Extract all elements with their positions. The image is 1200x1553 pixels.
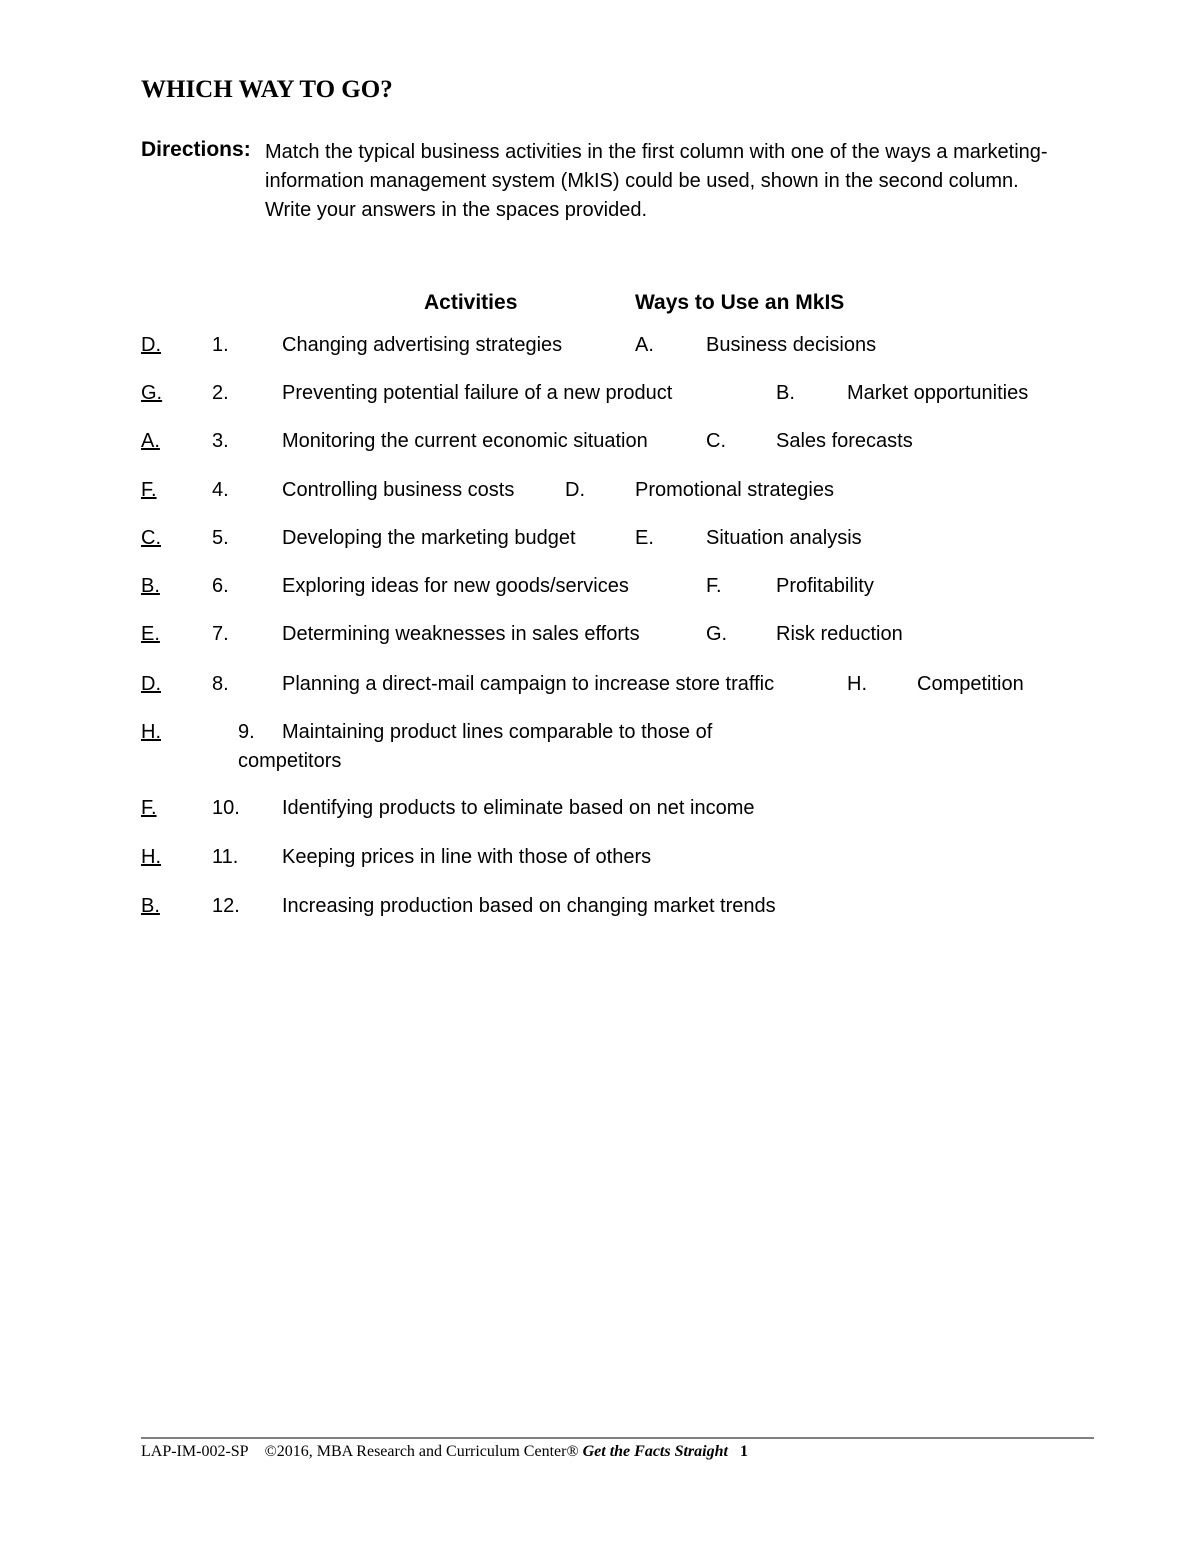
answer-blank: G.	[141, 382, 163, 404]
item-number: 5.	[212, 527, 229, 549]
answer-blank: A.	[141, 430, 160, 452]
page-title: WHICH WAY TO GO?	[141, 76, 393, 103]
answer-blank: C.	[141, 527, 161, 549]
activity-text: Maintaining product lines comparable to those of	[282, 721, 713, 743]
activity-text: Exploring ideas for new goods/services	[282, 575, 629, 597]
footer-code: LAP-IM-002-SP	[141, 1443, 249, 1460]
answer-blank: F.	[141, 797, 157, 819]
item-number: 1.	[212, 334, 229, 356]
item-number: 4.	[212, 479, 229, 501]
page-footer	[141, 1443, 748, 1461]
way-text: Promotional strategies	[635, 479, 834, 501]
way-text: Business decisions	[706, 334, 877, 356]
activity-text: Monitoring the current economic situation	[282, 430, 648, 452]
way-letter: E.	[635, 527, 654, 549]
directions-text: Match the typical business activities in the first column with one of the ways a marketing-information management system (MkIS) could be used, shown in the second column. Write your answers in the spaces provided.	[265, 141, 1048, 221]
answer-blank: D.	[141, 334, 161, 356]
way-text: Situation analysis	[706, 527, 862, 549]
activity-text: Planning a direct-mail campaign to increase store traffic	[282, 673, 775, 695]
way-text: Sales forecasts	[776, 430, 913, 452]
item-number: 3.	[212, 430, 229, 452]
footer-doc-title: Get the Facts Straight	[582, 1443, 728, 1460]
way-letter: B.	[776, 382, 795, 404]
answer-blank: B.	[141, 895, 160, 917]
way-letter: F.	[706, 575, 722, 597]
answer-blank: E.	[141, 623, 160, 645]
answer-blank: D.	[141, 673, 161, 695]
item-number: 6.	[212, 575, 229, 597]
column-heading-ways: Ways to Use an MkIS	[635, 291, 845, 314]
item-number: 8.	[212, 673, 229, 695]
directions-label: Directions:	[141, 138, 251, 161]
way-letter: H.	[847, 673, 867, 695]
item-number: 12.	[212, 895, 240, 917]
activity-text: Identifying products to eliminate based on net income	[282, 797, 755, 819]
activity-text: Changing advertising strategies	[282, 334, 563, 356]
way-text: Competition	[917, 673, 1024, 695]
answer-blank: H.	[141, 721, 161, 743]
item-number: 7.	[212, 623, 229, 645]
activity-text: Increasing production based on changing market trends	[282, 895, 776, 917]
activity-text: Determining weaknesses in sales efforts	[282, 623, 640, 645]
activity-text: Developing the marketing budget	[282, 527, 576, 549]
item-number: 2.	[212, 382, 229, 404]
item-number: 10.	[212, 797, 240, 819]
item-number: 11.	[212, 846, 239, 868]
activity-text: Keeping prices in line with those of others	[282, 846, 652, 868]
answer-blank: H.	[141, 846, 161, 868]
footer-divider	[141, 1437, 1094, 1439]
column-heading-activities: Activities	[424, 291, 518, 314]
way-letter: C.	[706, 430, 726, 452]
activity-text: Preventing potential failure of a new product	[282, 382, 673, 404]
footer-copyright: ©2016, MBA Research and Curriculum Center®	[264, 1443, 579, 1460]
answer-blank: B.	[141, 575, 160, 597]
way-letter: A.	[635, 334, 654, 356]
page-number: 1	[739, 1443, 748, 1460]
way-text: Market opportunities	[847, 382, 1029, 404]
activity-text-continued: competitors	[238, 750, 342, 772]
activity-text: Controlling business costs	[282, 479, 515, 501]
answer-blank: F.	[141, 479, 157, 501]
way-text: Profitability	[776, 575, 874, 597]
item-number: 9.	[238, 721, 255, 743]
way-text: Risk reduction	[776, 623, 903, 645]
way-letter: D.	[565, 479, 585, 501]
way-letter: G.	[706, 623, 728, 645]
